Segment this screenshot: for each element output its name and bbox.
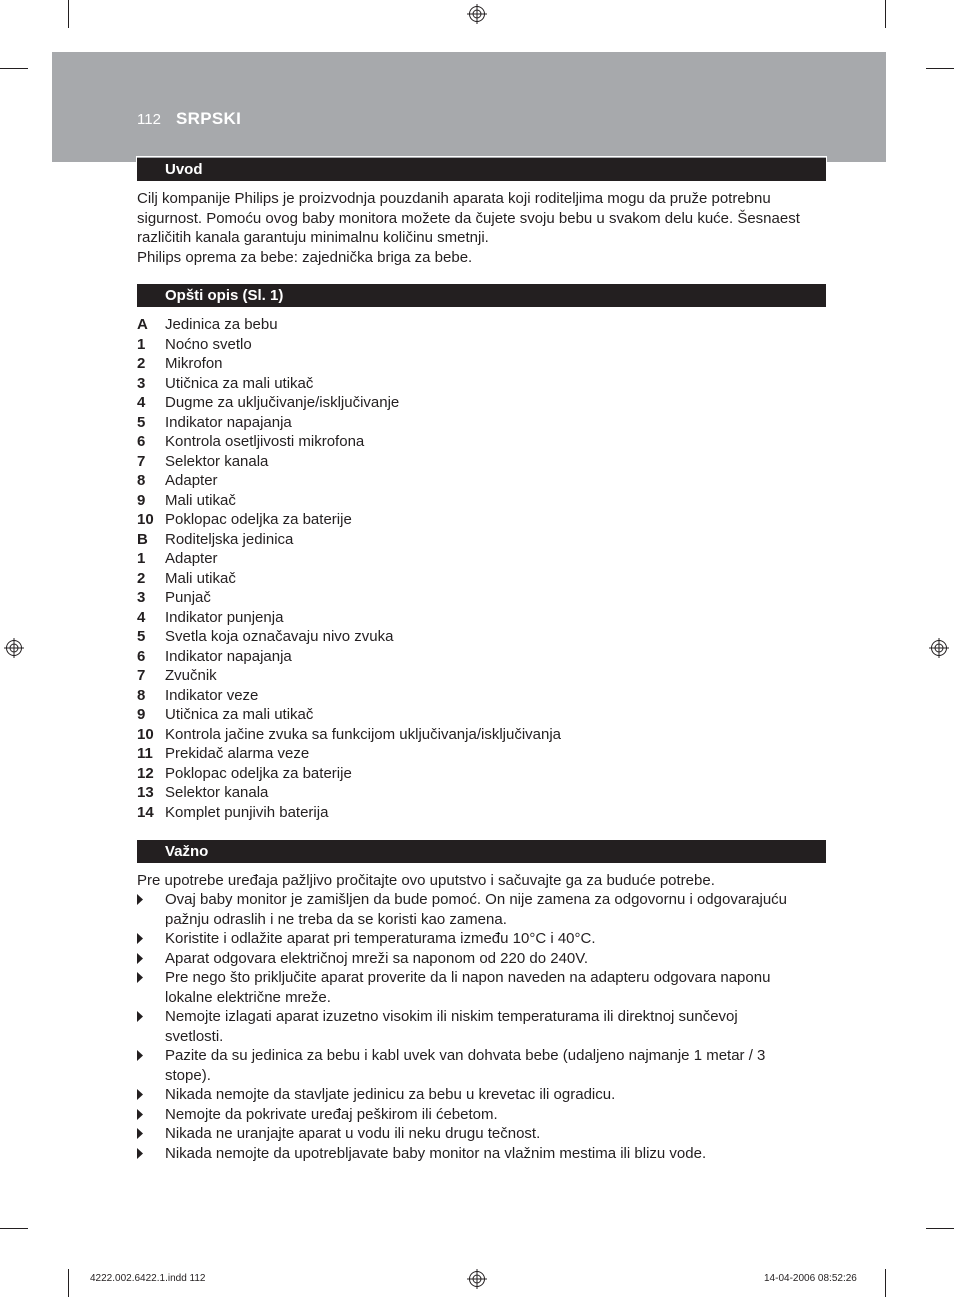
- list-item-text: Poklopac odeljka za baterije: [165, 764, 352, 782]
- list-item: [137, 608, 827, 628]
- parts-list: [137, 315, 827, 822]
- bullet-line: svetlosti.: [165, 1027, 224, 1045]
- list-item: [137, 549, 827, 569]
- section-heading-intro: Uvod: [137, 158, 826, 181]
- list-item-key: 8: [137, 472, 146, 489]
- bullet-item: [137, 1007, 827, 1046]
- list-item-key: 6: [137, 647, 146, 665]
- bullet-item: [137, 890, 827, 929]
- list-item: [137, 432, 827, 452]
- bullet-triangle-icon: [137, 1128, 143, 1139]
- crop-mark-bottom-left-v: [68, 1269, 69, 1297]
- list-item-key: B: [137, 530, 148, 548]
- list-item-text: Prekidač alarma veze: [165, 745, 310, 762]
- bullet-item: [137, 1124, 827, 1144]
- list-item-text: Zvučnik: [165, 667, 217, 684]
- intro-line: Cilj kompanije Philips je proizvodnja pouzdanih aparata koji roditeljima mogu da pruže potrebnu: [137, 190, 771, 207]
- list-item-text: Adapter: [165, 550, 218, 567]
- list-item: [137, 647, 827, 667]
- bullet-line: Aparat odgovara električnoj mreži sa naponom od 220 do 240V.: [165, 949, 589, 967]
- list-item-text: Indikator napajanja: [165, 413, 292, 431]
- list-item: [137, 510, 827, 530]
- list-item-text: Dugme za uključivanje/isključivanje: [165, 394, 400, 411]
- list-item-text: Noćno svetlo: [165, 335, 252, 353]
- intro-paragraph: [137, 189, 827, 267]
- list-item-key: 9: [137, 491, 146, 509]
- list-item-key: 3: [137, 374, 146, 392]
- crop-mark-bottom-right-v: [885, 1269, 886, 1297]
- bullet-triangle-icon: [137, 933, 143, 944]
- bullet-item: [137, 968, 827, 1007]
- list-item-text: Kontrola osetljivosti mikrofona: [165, 433, 365, 450]
- important-bullet-list: [137, 890, 827, 1163]
- list-item-text: Jedinica za bebu: [165, 316, 278, 333]
- bullet-line: Nemojte da pokrivate uređaj peškirom ili ćebetom.: [165, 1105, 498, 1123]
- list-item-text: Punjač: [165, 589, 211, 606]
- list-item-text: Kontrola jačine zvuka sa funkcijom uključivanja/isključivanja: [165, 725, 562, 743]
- bullet-line: Pre nego što priključite aparat proverite da li napon naveden na adapteru odgovara naponu: [165, 969, 771, 986]
- bullet-line: Nemojte izlagati aparat izuzetno visokim ili niskim temperaturama ili direktnoj sunčevoj: [165, 1008, 738, 1025]
- bullet-triangle-icon: [137, 1109, 143, 1120]
- registration-mark-icon: [467, 4, 487, 24]
- intro-line: Philips oprema za bebe: zajednička briga za bebe.: [137, 248, 473, 266]
- list-item-key: 7: [137, 452, 146, 470]
- list-item-text: Poklopac odeljka za baterije: [165, 511, 352, 528]
- bullet-line: Nikada nemojte da upotrebljavate baby monitor na vlažnim mestima ili blizu vode.: [165, 1144, 707, 1162]
- intro-line: sigurnost. Pomoću ovog baby monitora možete da čujete svoju bebu u svakom delu kuće. Šesnaest: [137, 209, 800, 227]
- bullet-item: [137, 929, 827, 949]
- list-item: [137, 530, 827, 550]
- crop-mark-top-left-h: [0, 68, 28, 69]
- list-item-key: 1: [137, 550, 146, 567]
- crop-mark-top-right-v: [885, 0, 886, 28]
- list-item-key: 7: [137, 667, 146, 684]
- list-item: [137, 413, 827, 433]
- bullet-item: [137, 1144, 827, 1164]
- list-item-key: 12: [137, 764, 154, 782]
- list-item-text: Komplet punjivih baterija: [165, 803, 329, 821]
- bullet-triangle-icon: [137, 894, 143, 905]
- bullet-line: Nikada nemojte da stavljate jedinicu za bebu u krevetac ili ogradicu.: [165, 1086, 616, 1103]
- header-band: [52, 52, 886, 162]
- list-item-key: 10: [137, 725, 154, 743]
- bullet-line: pažnju odraslih i ne treba da se koristi kao zamena.: [165, 910, 507, 928]
- list-item-text: Indikator napajanja: [165, 647, 292, 665]
- section-heading-general: Opšti opis (Sl. 1): [137, 284, 826, 307]
- list-item: [137, 588, 827, 608]
- bullet-item: [137, 949, 827, 969]
- list-item-text: Mali utikač: [165, 491, 236, 509]
- list-item-key: 14: [137, 803, 154, 821]
- registration-mark-icon: [929, 638, 949, 658]
- list-item-key: 13: [137, 784, 154, 801]
- list-item: [137, 744, 827, 764]
- list-item-text: Selektor kanala: [165, 784, 269, 801]
- crop-mark-bottom-left-h: [0, 1228, 28, 1229]
- list-item-key: 1: [137, 335, 146, 353]
- bullet-triangle-icon: [137, 1148, 143, 1159]
- crop-mark-top-left-v: [68, 0, 69, 28]
- bullet-line: Pazite da su jedinica za bebu i kabl uvek van dohvata bebe (udaljeno najmanje 1 metar / 3: [165, 1047, 766, 1064]
- list-item-text: Indikator punjenja: [165, 608, 284, 626]
- list-item: [137, 783, 827, 803]
- footer-timestamp: 14-04-2006 08:52:26: [764, 1273, 857, 1284]
- list-item-key: 4: [137, 394, 146, 411]
- list-item: [137, 471, 827, 491]
- list-item-key: A: [137, 316, 148, 333]
- list-item-key: 8: [137, 686, 146, 704]
- list-item-text: Selektor kanala: [165, 452, 269, 470]
- list-item-text: Svetla koja označavaju nivo zvuka: [165, 628, 394, 645]
- list-item: [137, 491, 827, 511]
- bullet-item: [137, 1085, 827, 1105]
- list-item-key: 9: [137, 706, 146, 723]
- bullet-line: lokalne električne mreže.: [165, 988, 331, 1006]
- bullet-item: [137, 1046, 827, 1085]
- list-item: [137, 374, 827, 394]
- list-item-text: Utičnica za mali utikač: [165, 374, 314, 392]
- list-item: [137, 725, 827, 745]
- crop-mark-top-right-h: [926, 68, 954, 69]
- bullet-line: stope).: [165, 1066, 211, 1084]
- page-number: 112: [137, 111, 161, 128]
- section-heading-outline: [136, 156, 827, 182]
- list-item: [137, 764, 827, 784]
- list-item-text: Mali utikač: [165, 569, 236, 587]
- bullet-line: Koristite i odlažite aparat pri temperaturama između 10°C i 40°C.: [165, 930, 596, 947]
- list-item-key: 3: [137, 589, 146, 606]
- list-item-text: Adapter: [165, 472, 218, 489]
- list-item: [137, 627, 827, 647]
- list-item: [137, 686, 827, 706]
- list-item: [137, 315, 827, 335]
- bullet-item: [137, 1105, 827, 1125]
- bullet-triangle-icon: [137, 953, 143, 964]
- bullet-triangle-icon: [137, 1050, 143, 1061]
- language-title: SRPSKI: [176, 109, 242, 128]
- important-intro: Pre upotrebe uređaja pažljivo pročitajte ovo uputstvo i sačuvajte ga za buduće potrebe.: [137, 872, 715, 889]
- list-item-key: 6: [137, 433, 146, 450]
- intro-line: različitih kanala garantuju minimalnu količinu smetnji.: [137, 229, 489, 246]
- footer-file-info: 4222.002.6422.1.indd 112: [90, 1273, 206, 1284]
- list-item: [137, 569, 827, 589]
- list-item: [137, 452, 827, 472]
- list-item-text: Indikator veze: [165, 686, 259, 704]
- list-item-key: 4: [137, 608, 146, 626]
- list-item: [137, 705, 827, 725]
- registration-mark-icon: [4, 638, 24, 658]
- list-item: [137, 666, 827, 686]
- list-item: [137, 803, 827, 823]
- bullet-line: Ovaj baby monitor je zamišljen da bude pomoć. On nije zamena za odgovornu i odgovarajuću: [165, 891, 788, 908]
- bullet-triangle-icon: [137, 1089, 143, 1100]
- list-item-key: 5: [137, 628, 146, 645]
- list-item-key: 2: [137, 355, 146, 372]
- bullet-triangle-icon: [137, 972, 143, 983]
- list-item-text: Roditeljska jedinica: [165, 530, 294, 548]
- list-item: [137, 354, 827, 374]
- list-item-key: 10: [137, 511, 154, 528]
- list-item: [137, 393, 827, 413]
- crop-mark-bottom-right-h: [926, 1228, 954, 1229]
- list-item-key: 5: [137, 413, 146, 431]
- list-item-text: Utičnica za mali utikač: [165, 706, 314, 723]
- list-item-key: 11: [137, 745, 153, 762]
- list-item-key: 2: [137, 569, 146, 587]
- bullet-triangle-icon: [137, 1011, 143, 1022]
- list-item-text: Mikrofon: [165, 355, 223, 372]
- bullet-line: Nikada ne uranjajte aparat u vodu ili neku drugu tečnost.: [165, 1125, 541, 1142]
- list-item: [137, 335, 827, 355]
- registration-mark-icon: [467, 1269, 487, 1289]
- section-heading-important: Važno: [137, 840, 826, 863]
